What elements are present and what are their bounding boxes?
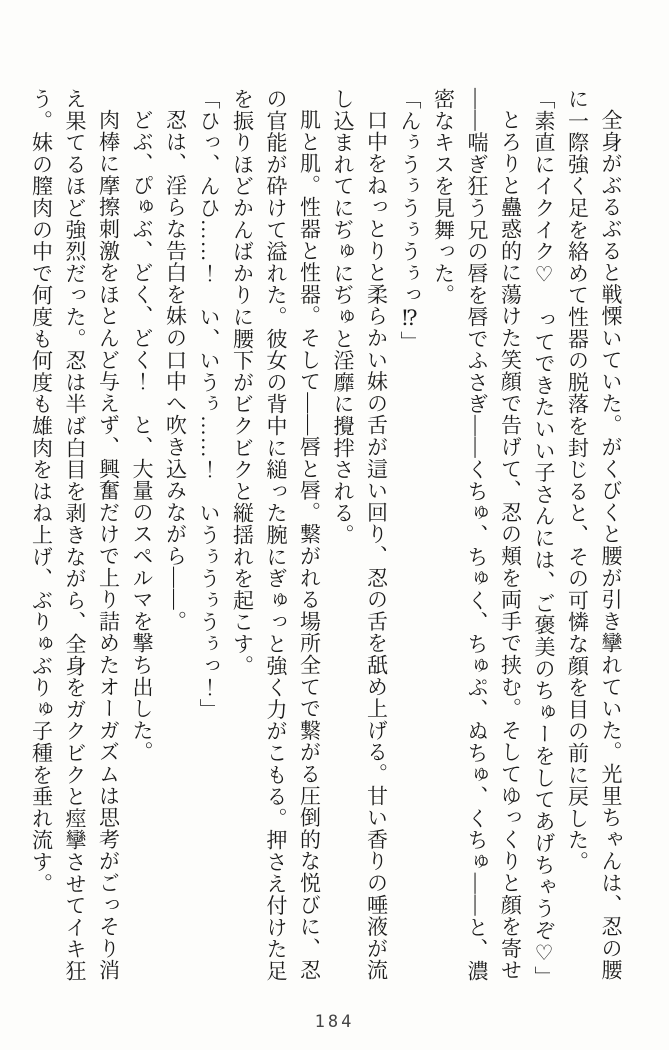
paragraph-dialogue: 「んぅうぅうぅうぅっ⁉」 (398, 88, 422, 353)
paragraph: 肌と肌。性器と性器。そして——唇と唇。繋がれる場所全てで繋がる圧倒的な悦びに、忍の官能が砕けて溢れた。彼女の背中に縋った腕にぎゅっと強く力がこもる。押さえ付けた足を振りほどかんばかりに腰下がビクビクと縦揺れを起こす。 (230, 88, 322, 982)
paragraph: 口中をねっとりと柔らかい妹の舌が這い回り、忍の舌を舐め上げる。甘い香りの唾液が流し込まれてにぢゅにぢゅと淫靡に攪拌される。 (331, 88, 389, 981)
paragraph: 肉棒に摩擦刺激をほとんど与えず、興奮だけで上り詰めたオーガズムは思考がごっそり消え果てるほど強烈だった。忍は半ば白目を剥きながら、全身をガクビクと痙攣させてイキ狂う。妹の膣肉の中で何度も何度も雄肉をはね上げ、ぶりゅぶりゅ子種を垂れ流す。 (29, 88, 121, 982)
vertical-text-block (24, 88, 627, 988)
paragraph: 全身がぶるぶると戦慄いていた。がくびくと腰が引き攣れていた。光里ちゃんは、忍の腰に一際強く足を絡めて性器の脱落を封じると、その可憐な顔を目の前に戻した。 (565, 88, 623, 981)
paragraph-dialogue: 「素直にイクイク♡ ってできたいい子さんには、ご褒美のちゅーをしてあげちゃうぞ♡」 (532, 88, 556, 988)
paragraph: とろりと蠱惑的に蕩けた笑顔で告げて、忍の頬を両手で挟む。そしてゆっくりと顔を寄せ——喘ぎ狂う兄の唇を唇でふさぎ——くちゅ、ちゅく、ちゅぷ、ぬちゅ、くちゅ——と、濃密なキスを見舞った。 (431, 88, 523, 982)
paragraph-dialogue: 「ひっ、んひ……！ い、いうぅ……！ いうぅうぅうぅっ！」 (197, 88, 221, 721)
page-number: 184 (314, 1012, 355, 1032)
paragraph: 忍は、淫らな告白を妹の口中へ吹き込みながら——。 (163, 109, 188, 633)
paragraph: どぶ、ぴゅぶ、どく、どく！ と、大量のスペルマを撃ち出した。 (130, 109, 154, 763)
